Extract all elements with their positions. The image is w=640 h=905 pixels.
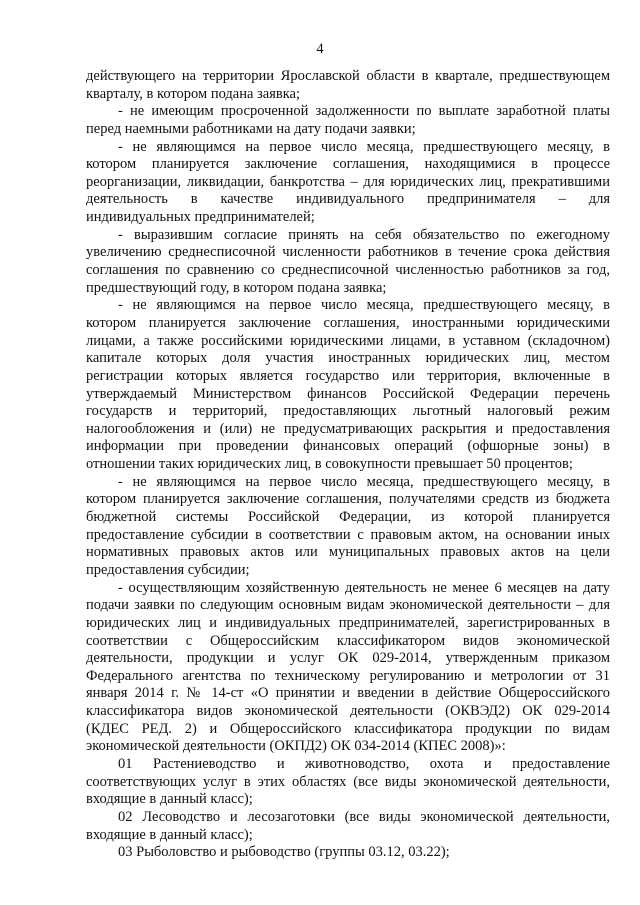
text-line: - не имеющим просроченной задолженности по выплате заработной платы (118, 103, 610, 120)
text-line: входящие в данный класс); (86, 791, 253, 808)
text-line: - не являющимся на первое число месяца, предшествующего месяцу, в (118, 297, 610, 314)
text-line: соответствующих услуг в этих областях (все виды экономической деятельности, (86, 773, 610, 790)
page-number: 4 (316, 41, 324, 57)
text-line: (КДЕС РЕД. 2) и Общероссийского классификатора продукции по видам (86, 720, 610, 737)
text-line: утверждаемый Министерством финансов Российской Федерации перечень (86, 385, 610, 402)
text-line: отношении таких юридических лиц, в совокупности превышает 50 процентов; (86, 456, 573, 473)
text-line: - выразившим согласие принять на себя обязательство по ежегодному (118, 226, 610, 243)
text-line: 01 Растениеводство и животноводство, охота и предоставление (118, 755, 610, 772)
text-line: реорганизации, ликвидации, банкротства – для юридических лиц, прекратившими (86, 173, 610, 190)
text-line: котором планируется заключение соглашения, находящимися в процессе (86, 156, 610, 173)
text-line: индивидуальных предпринимателей; (86, 209, 315, 226)
text-line: нормативных правовых актов или муниципальных правовых актов на цели (86, 544, 610, 561)
text-line: увеличению среднесписочной численности работников в течение срока действия (86, 244, 610, 261)
text-line: предоставления субсидии; (86, 561, 250, 578)
text-line: лицами, а также российскими юридическими лицами, в уставном (складочном) (86, 332, 610, 349)
text-line: юридических лиц и индивидуальных предпринимателей, зарегистрированных в (86, 614, 610, 631)
text-line: соглашения по сравнению со среднесписочной численностью работников за год, (86, 262, 610, 279)
text-line: - осуществляющим хозяйственную деятельность не менее 6 месяцев на дату (118, 579, 610, 596)
text-line: бюджетной системы Российской Федерации, из которой планируется (86, 509, 610, 526)
text-line: Федерального агентства по техническому регулированию и метрологии от 31 (86, 667, 610, 684)
text-line: деятельности, продукции и услуг ОК 029-2014, утвержденным приказом (86, 650, 610, 667)
text-line: информации при проведении финансовых операций (офшорные зоны) в (86, 438, 610, 455)
text-line: классификатора видов экономической деятельности (ОКВЭД2) ОК 029-2014 (86, 703, 610, 720)
text-line: входящие в данный класс); (86, 826, 253, 843)
text-line: - не являющимся на первое число месяца, предшествующего месяцу, в (118, 473, 610, 490)
text-line: кварталу, в котором подана заявка; (86, 85, 301, 102)
text-line: котором планируется заключение соглашения, иностранными юридическими (86, 314, 610, 331)
text-line: государств и территорий, предоставляющих льготный налоговый режим (86, 403, 610, 420)
text-line: предоставление субсидии в соответствии с правовым актом, на основании иных (86, 526, 610, 543)
text-line: перед наемными работниками на дату подачи заявки; (86, 120, 416, 137)
text-line: котором планируется заключение соглашения, получателями средств из бюджета (86, 491, 610, 508)
text-line: января 2014 г. № 14-ст «О принятии и введении в действие Общероссийского (86, 685, 610, 702)
text-line: регистрации которых является государство или территория, включенные в (86, 367, 610, 384)
text-line: - не являющимся на первое число месяца, предшествующего месяцу, в (118, 138, 610, 155)
text-line: действующего на территории Ярославской области в квартале, предшествующем (86, 68, 610, 84)
text-line: деятельность в качестве индивидуального предпринимателя – для (86, 191, 610, 208)
document-body (86, 68, 610, 862)
text-line: 02 Лесоводство и лесозаготовки (все виды экономической деятельности, (118, 808, 610, 825)
text-line: экономической деятельности (ОКПД2) ОК 034-2014 (КПЕС 2008)»: (86, 738, 506, 755)
text-line: предшествующий году, в котором подана заявка; (86, 279, 387, 296)
text-line: соответствии с Общероссийским классификатором видов экономической (86, 632, 610, 649)
text-line: 03 Рыболовство и рыбоводство (группы 03.12, 03.22); (118, 844, 450, 861)
text-line: налогообложения и (или) не предусматривающих раскрытия и предоставления (86, 420, 610, 437)
text-line: подачи заявки по следующим основным видам экономической деятельности – для (86, 597, 610, 614)
text-line: капитале которых доля участия иностранных юридических лиц, местом (86, 350, 610, 367)
